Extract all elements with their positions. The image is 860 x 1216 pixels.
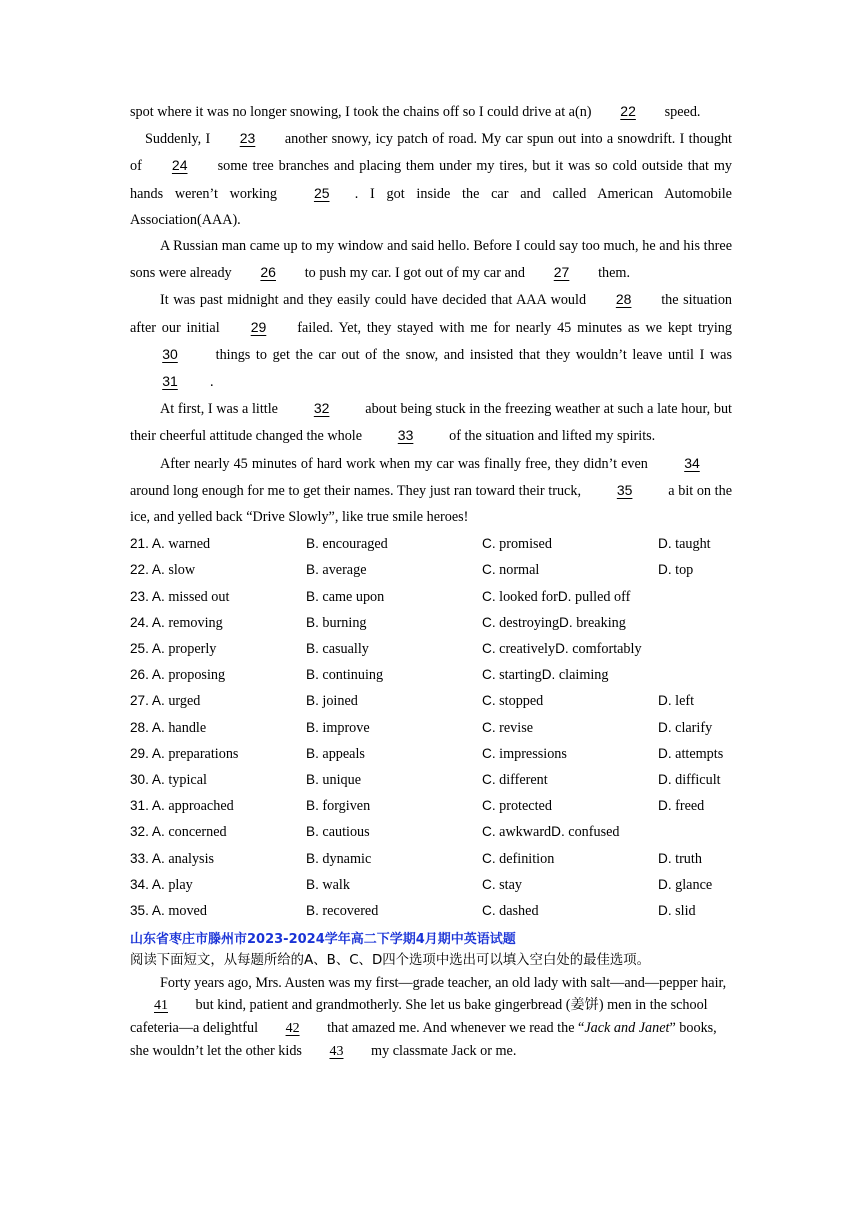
passage2-paragraph: Forty years ago, Mrs. Austen was my first—grade teacher, an old lady with salt—and—pepper hair, 41 but kind, patient and grandmotherly. She let us bake gingerbread (姜饼) men in the school cafeteria—a delightful 42 that amazed me. And whenever we read the “Jack and Janet” books, she wouldn’t let the other kids 43 my classmate Jack or me. bbox=[130, 972, 732, 1063]
passage1-paragraph-3: It was past midnight and they easily could have decided that AAA would 28 the situation after our initial 29 failed. Yet, they stayed with me for nearly 45 minutes as we kept trying 30 things to get the car out of the snow, and insisted that they wouldn’t leave until I was 31 . bbox=[130, 286, 732, 395]
passage1-paragraph-4: At first, I was a little 32 about being stuck in the freezing weather at such a late hour, but their cheerful attitude changed the whole 33 of the situation and lifted my spirits. bbox=[130, 395, 732, 449]
blank-27: 27 bbox=[553, 264, 570, 281]
blank-33: 33 bbox=[397, 427, 414, 444]
option-row: 32. A. concerned B. cautious C. awkwardD. confused bbox=[130, 824, 620, 841]
blank-31: 31 bbox=[162, 373, 178, 390]
blank-42: 42 bbox=[285, 1021, 300, 1037]
passage1-paragraph-1: Suddenly, I 23 another snowy, icy patch of road. My car spun out into a snowdrift. I thought of 24 some tree branches and placing them under my tires, but it was so cold outside that my hands weren’t working 25 . I got inside the car and called American Automobile Association(AAA). bbox=[130, 125, 732, 233]
option-row: 28. A. handle B. improve C. revise D. clarify bbox=[130, 719, 713, 736]
blank-24: 24 bbox=[171, 157, 188, 174]
option-row: 21. A. warned B. encouraged C. promised D. taught bbox=[130, 536, 711, 553]
passage1-paragraph-2: A Russian man came up to my window and said hello. Before I could say too much, he and his three sons were already 26 to push my car. I got out of my car and 27 them. bbox=[130, 233, 732, 286]
book-title: Jack and Janet bbox=[584, 1020, 670, 1037]
option-row: 30. A. typical B. unique C. different D. difficult bbox=[130, 771, 721, 788]
blank-29: 29 bbox=[250, 318, 267, 335]
option-row: 25. A. properly B. casually C. creativelyD. comfortably bbox=[130, 641, 642, 657]
option-row: 26. A. proposing B. continuing C. startingD. claiming bbox=[130, 667, 609, 684]
passage1-paragraph-5: After nearly 45 minutes of hard work when my car was finally free, they didn’t even 34 around long enough for me to get their names. They just ran toward their truck, 35 a bit on the ice, and yelled back “Drive Slowly”, like true smile heroes! bbox=[130, 450, 732, 531]
blank-25: 25 bbox=[313, 184, 330, 201]
blank-28: 28 bbox=[615, 291, 632, 308]
option-row: 22. A. slow B. average C. normal D. top bbox=[130, 562, 694, 579]
option-row: 34. A. play B. walk C. stay D. glance bbox=[130, 876, 713, 893]
instruction-text: 阅读下面短文，从每题所给的A、B、C、D四个选项中选出可以填入空白处的最佳选项。 bbox=[130, 953, 651, 969]
blank-43: 43 bbox=[329, 1044, 344, 1060]
option-row: 23. A. missed out B. came upon C. looked forD. pulled off bbox=[130, 588, 631, 605]
source-heading: 山东省枣庄市滕州市2023-2024学年高二下学期4月期中英语试题 bbox=[130, 932, 516, 948]
blank-22: 22 bbox=[620, 103, 636, 119]
blank-23: 23 bbox=[239, 130, 256, 147]
blank-30: 30 bbox=[162, 345, 178, 362]
blank-32: 32 bbox=[313, 400, 330, 417]
option-row: 31. A. approached B. forgiven C. protected D. freed bbox=[130, 798, 705, 815]
option-row: 35. A. moved B. recovered C. dashed D. slid bbox=[130, 902, 696, 919]
blank-41: 41 bbox=[154, 998, 168, 1014]
blank-34: 34 bbox=[684, 454, 700, 471]
option-row: 33. A. analysis B. dynamic C. definition D. truth bbox=[130, 850, 702, 867]
blank-35: 35 bbox=[616, 481, 633, 498]
blank-26: 26 bbox=[260, 264, 276, 281]
option-row: 27. A. urged B. joined C. stopped D. left bbox=[130, 693, 695, 710]
document-page bbox=[130, 98, 732, 1063]
option-row: 29. A. preparations B. appeals C. impressions D. attempts bbox=[130, 745, 724, 762]
option-row: 24. A. removing B. burning C. destroyingD. breaking bbox=[130, 614, 626, 631]
options-list bbox=[130, 531, 732, 924]
passage1-paragraph-0: spot where it was no longer snowing, I took the chains off so I could drive at a(n) 22 speed. bbox=[130, 98, 732, 125]
